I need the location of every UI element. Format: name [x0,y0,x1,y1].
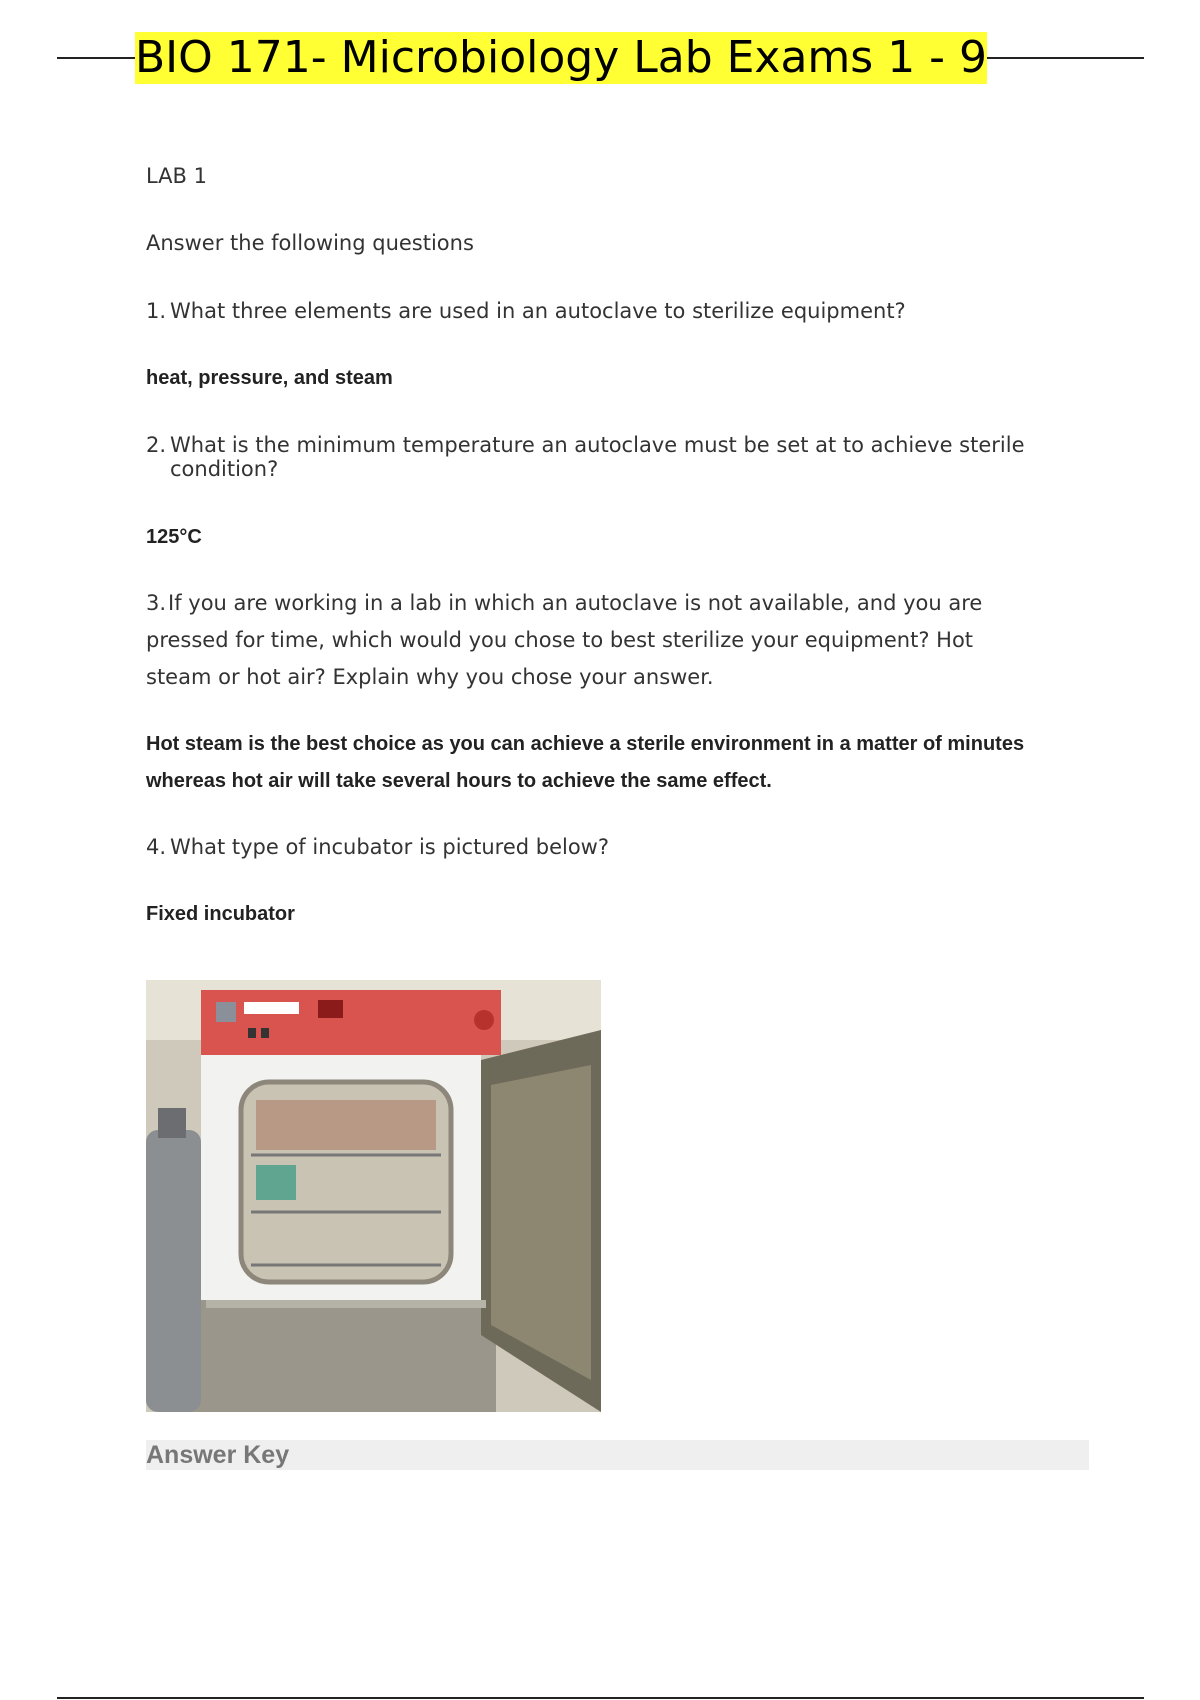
answer-3 [146,726,1024,800]
digital-display [318,1000,343,1018]
document-title: BIO 171- Microbiology Lab Exams 1 - 9 [135,32,987,83]
title-bar [57,32,1144,84]
incubator-illustration [146,980,601,1412]
question-text: steam or hot air? Explain why you chose your answer. [146,665,714,689]
answer-1: heat, pressure, and steam [146,367,393,389]
stand-frame [206,1300,486,1308]
question-1 [146,299,906,323]
answer-4: Fixed incubator [146,903,295,925]
incubator-photo [146,980,601,1412]
incubator-control-panel [201,990,501,1055]
question-text: pressed for time, which would you chose to best sterilize your equipment? Hot [146,628,974,652]
question-text: If you are working in a lab in which an autoclave is not available, and you are [168,591,983,615]
panel-button [261,1028,269,1038]
answer-text: whereas hot air will take several hours to achieve the same effect. [146,770,772,792]
question-number: 2. [146,433,167,457]
cylinder-valve [158,1108,186,1138]
answer-2: 125°C [146,526,202,548]
title-rule-right [987,57,1144,59]
question-2-continuation: condition? [170,457,279,481]
tube-rack [256,1165,296,1200]
question-number: 1. [146,299,167,323]
question-4 [146,835,609,859]
door-inner-panel [491,1065,591,1380]
gas-cylinder [146,1130,201,1412]
control-dial [216,1002,236,1022]
question-text: What three elements are used in an autoclave to sterilize equipment? [170,299,906,323]
answer-key-heading: Answer Key [146,1440,1089,1470]
panel-button [248,1028,256,1038]
section-heading: LAB 1 [146,164,207,188]
stacked-petri-dishes [256,1100,436,1150]
answer-text: Hot steam is the best choice as you can achieve a sterile environment in a matter of minutes [146,733,1025,755]
question-text: What type of incubator is pictured below? [170,835,610,859]
question-text: What is the minimum temperature an autoclave must be set at to achieve sterile [170,433,1025,457]
question-2 [146,433,1025,457]
title-rule-left [57,57,135,59]
panel-label [244,1002,299,1014]
question-3 [146,585,982,696]
power-switch [474,1010,494,1030]
instructions-text: Answer the following questions [146,231,474,255]
question-number: 4. [146,835,167,859]
bottom-rule [57,1697,1144,1699]
question-number: 3. [146,591,167,615]
